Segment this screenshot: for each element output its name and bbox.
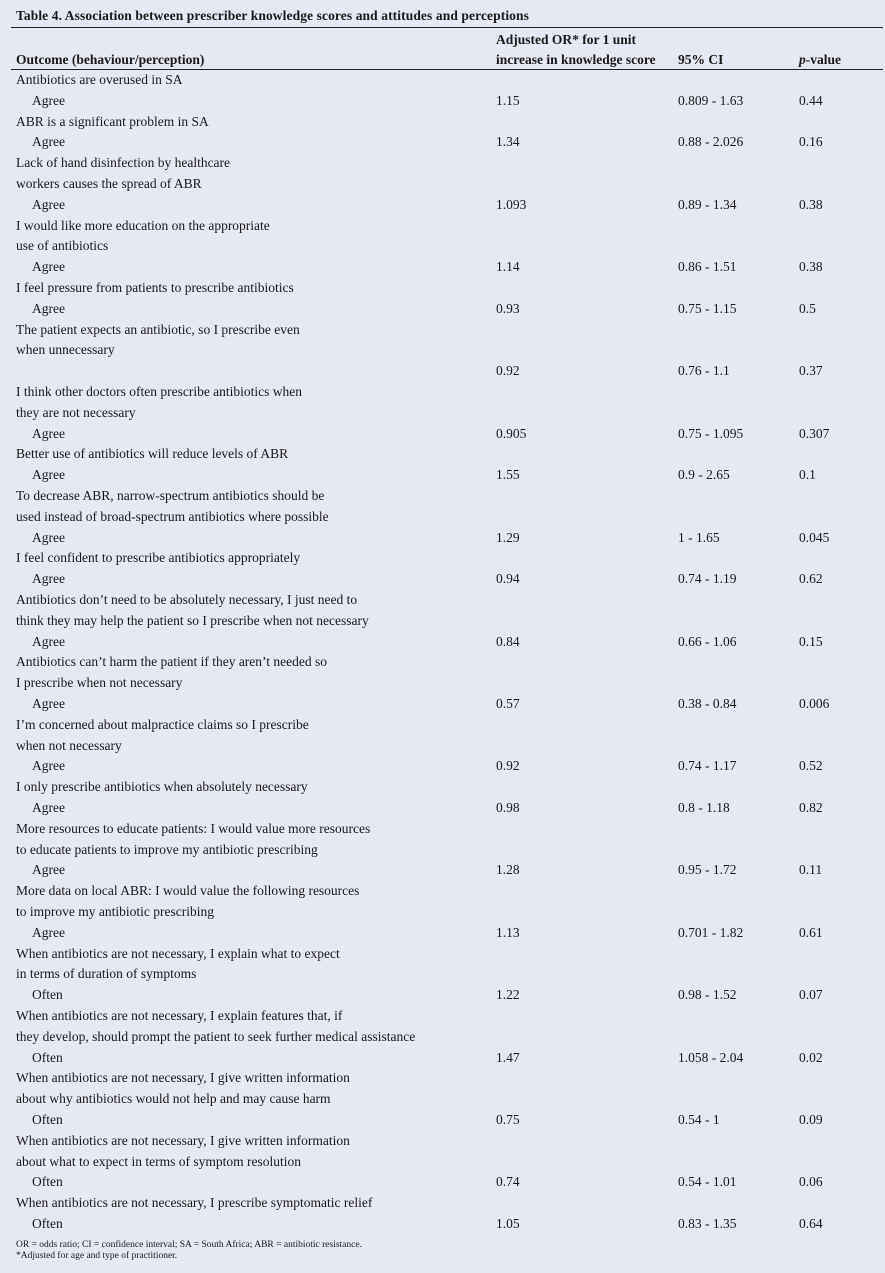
response-label: Agree	[32, 862, 65, 878]
question-text: they are not necessary	[16, 404, 136, 420]
p-value-cell: 0.1	[799, 467, 816, 483]
question-line	[0, 1068, 885, 1088]
ci-cell: 0.83 - 1.35	[678, 1216, 737, 1231]
question-text: When antibiotics are not necessary, I give written information	[16, 1070, 350, 1086]
question-text: workers causes the spread of ABR	[16, 176, 202, 191]
odds-ratio-cell: 1.55	[496, 467, 520, 483]
question-line	[0, 840, 885, 860]
question-line	[0, 1027, 885, 1047]
question-line	[0, 1006, 885, 1026]
table-row	[0, 257, 885, 277]
response-label: Agree	[32, 467, 65, 483]
p-value-cell: 0.44	[799, 92, 823, 108]
table-title: Table 4. Association between prescriber knowledge scores and attitudes and perceptions	[16, 8, 529, 23]
odds-ratio-cell: 0.84	[496, 633, 520, 649]
ci-cell: 0.98 - 1.52	[678, 987, 737, 1003]
response-label: Agree	[32, 425, 65, 441]
top-rule	[11, 27, 883, 28]
question-text: about why antibiotics would not help and may cause harm	[16, 1091, 331, 1107]
header-adjusted-or	[496, 30, 656, 70]
odds-ratio-cell: 1.47	[496, 1049, 520, 1065]
header-or-line1: Adjusted OR* for 1 unit	[496, 32, 637, 47]
question-text: I only prescribe antibiotics when absolutely necessary	[16, 779, 308, 795]
question-text: I feel confident to prescribe antibiotics appropriately	[16, 550, 301, 566]
response-label: Agree	[32, 196, 65, 212]
p-value-cell: 0.5	[799, 300, 816, 316]
ci-cell: 0.701 - 1.82	[678, 924, 744, 940]
p-value-cell: 0.64	[799, 1216, 823, 1231]
table-row	[0, 361, 885, 381]
table-row	[0, 1172, 885, 1192]
ci-cell: 0.66 - 1.06	[678, 633, 737, 649]
question-text: When antibiotics are not necessary, I give written information	[16, 1132, 350, 1148]
response-label: Agree	[32, 134, 65, 150]
p-value-cell: 0.307	[799, 425, 830, 441]
question-line	[0, 673, 885, 693]
response-label: Agree	[32, 696, 65, 711]
question-line	[0, 1089, 885, 1109]
table-row	[0, 424, 885, 444]
odds-ratio-cell: 1.15	[496, 92, 520, 108]
question-text: I think other doctors often prescribe antibiotics when	[16, 384, 303, 399]
odds-ratio-cell: 0.94	[496, 571, 520, 587]
footnote-adjustment: *Adjusted for age and type of practitioner.	[16, 1251, 178, 1261]
odds-ratio-cell: 0.92	[496, 363, 520, 379]
question-line	[0, 278, 885, 298]
question-text: ABR is a significant problem in SA	[16, 113, 209, 129]
odds-ratio-cell: 1.29	[496, 529, 520, 545]
header-p-value	[799, 50, 841, 70]
response-label: Agree	[32, 300, 65, 316]
odds-ratio-cell: 0.75	[496, 1112, 520, 1127]
question-line	[0, 715, 885, 735]
response-label: Agree	[32, 758, 65, 774]
table-row	[0, 91, 885, 111]
response-label: Often	[32, 987, 63, 1003]
p-value-cell: 0.06	[799, 1174, 823, 1190]
question-text: I’m concerned about malpractice claims so I prescribe	[16, 716, 309, 732]
ci-cell: 0.9 - 2.65	[678, 467, 730, 483]
odds-ratio-cell: 0.905	[496, 425, 527, 441]
question-line	[0, 777, 885, 797]
question-text: when not necessary	[16, 737, 122, 753]
response-label: Agree	[32, 924, 65, 940]
response-label: Agree	[32, 571, 65, 587]
p-value-cell: 0.62	[799, 571, 823, 587]
question-text: Better use of antibiotics will reduce levels of ABR	[16, 446, 289, 462]
p-value-cell: 0.82	[799, 800, 823, 815]
footnote-abbreviations: OR = odds ratio; CI = confidence interval; SA = South Africa; ABR = antibiotic resistance.	[16, 1240, 362, 1250]
question-text: about what to expect in terms of symptom resolution	[16, 1153, 301, 1169]
response-label: Often	[32, 1112, 63, 1127]
question-line	[0, 216, 885, 236]
p-value-cell: 0.15	[799, 633, 823, 649]
p-value-cell: 0.61	[799, 924, 823, 940]
header-ci: 95% CI	[678, 52, 724, 67]
question-text: think they may help the patient so I prescribe when not necessary	[16, 612, 369, 628]
ci-cell: 0.809 - 1.63	[678, 92, 744, 108]
p-value-cell: 0.52	[799, 758, 823, 774]
p-value-cell: 0.38	[799, 259, 823, 275]
header-p-rest: -value	[805, 52, 841, 67]
odds-ratio-cell: 1.05	[496, 1216, 520, 1231]
question-line	[0, 590, 885, 610]
table-row	[0, 632, 885, 652]
ci-cell: 1 - 1.65	[678, 529, 720, 545]
table-row	[0, 465, 885, 485]
table-row	[0, 694, 885, 714]
ci-cell: 0.8 - 1.18	[678, 800, 730, 815]
question-text: in terms of duration of symptoms	[16, 966, 197, 982]
question-line	[0, 652, 885, 672]
question-text: To decrease ABR, narrow-spectrum antibiotics should be	[16, 488, 325, 503]
table-row	[0, 569, 885, 589]
question-line	[0, 340, 885, 360]
response-label: Often	[32, 1049, 63, 1065]
table-row	[0, 1214, 885, 1234]
odds-ratio-cell: 1.13	[496, 924, 520, 940]
question-line	[0, 444, 885, 464]
odds-ratio-cell: 0.74	[496, 1174, 520, 1190]
table-row	[0, 756, 885, 776]
table-row	[0, 798, 885, 818]
p-value-cell: 0.16	[799, 134, 823, 150]
question-text: Antibiotics are overused in SA	[16, 72, 183, 87]
question-line	[0, 1193, 885, 1213]
odds-ratio-cell: 1.22	[496, 987, 520, 1003]
question-text: I feel pressure from patients to prescribe antibiotics	[16, 280, 294, 295]
ci-cell: 0.95 - 1.72	[678, 862, 737, 878]
question-text: I would like more education on the appropriate	[16, 217, 270, 233]
response-label: Often	[32, 1216, 63, 1231]
odds-ratio-cell: 1.34	[496, 134, 520, 150]
question-text: The patient expects an antibiotic, so I prescribe even	[16, 321, 300, 337]
question-line	[0, 611, 885, 631]
ci-cell: 0.38 - 0.84	[678, 696, 737, 711]
ci-cell: 0.86 - 1.51	[678, 259, 737, 275]
question-text: When antibiotics are not necessary, I prescribe symptomatic relief	[16, 1195, 373, 1211]
question-text: When antibiotics are not necessary, I explain features that, if	[16, 1008, 343, 1023]
ci-cell: 0.74 - 1.17	[678, 758, 737, 774]
question-text: More data on local ABR: I would value the following resources	[16, 883, 360, 899]
question-text: to improve my antibiotic prescribing	[16, 904, 214, 919]
table-row	[0, 299, 885, 319]
question-line	[0, 507, 885, 527]
question-line	[0, 902, 885, 922]
question-text: use of antibiotics	[16, 238, 109, 254]
table-row	[0, 132, 885, 152]
header-p-italic: p	[799, 52, 806, 67]
question-line	[0, 382, 885, 402]
response-label: Agree	[32, 800, 65, 815]
question-line	[0, 486, 885, 506]
question-text: when unnecessary	[16, 342, 115, 358]
ci-cell: 0.54 - 1.01	[678, 1174, 737, 1190]
odds-ratio-cell: 0.98	[496, 800, 520, 815]
header-outcome: Outcome (behaviour/perception)	[16, 52, 205, 67]
ci-cell: 0.54 - 1	[678, 1112, 720, 1127]
question-line	[0, 881, 885, 901]
table-row	[0, 528, 885, 548]
table-row	[0, 923, 885, 943]
p-value-cell: 0.07	[799, 987, 823, 1003]
table-row	[0, 985, 885, 1005]
question-line	[0, 548, 885, 568]
question-line	[0, 70, 885, 90]
odds-ratio-cell: 1.14	[496, 259, 520, 275]
question-text: to educate patients to improve my antibiotic prescribing	[16, 841, 318, 857]
question-text: Lack of hand disinfection by healthcare	[16, 155, 231, 171]
question-line	[0, 403, 885, 423]
table-row	[0, 195, 885, 215]
odds-ratio-cell: 1.093	[496, 196, 527, 212]
response-label: Often	[32, 1174, 63, 1190]
ci-cell: 0.75 - 1.15	[678, 300, 737, 316]
question-text: Antibiotics can’t harm the patient if they aren’t needed so	[16, 654, 328, 670]
p-value-cell: 0.38	[799, 196, 823, 212]
question-line	[0, 320, 885, 340]
table-row	[0, 860, 885, 880]
p-value-cell: 0.11	[799, 862, 823, 878]
question-line	[0, 112, 885, 132]
question-line	[0, 236, 885, 256]
question-line	[0, 819, 885, 839]
p-value-cell: 0.37	[799, 363, 823, 379]
ci-cell: 0.88 - 2.026	[678, 134, 744, 150]
question-text: When antibiotics are not necessary, I explain what to expect	[16, 945, 340, 961]
table-row	[0, 1048, 885, 1068]
ci-cell: 0.89 - 1.34	[678, 196, 737, 212]
question-text: they develop, should prompt the patient to seek further medical assistance	[16, 1028, 416, 1044]
question-line	[0, 1152, 885, 1172]
question-line	[0, 964, 885, 984]
p-value-cell: 0.006	[799, 696, 830, 711]
ci-cell: 0.76 - 1.1	[678, 363, 730, 379]
question-line	[0, 944, 885, 964]
ci-cell: 0.75 - 1.095	[678, 425, 744, 441]
header-or-line2: increase in knowledge score	[496, 52, 656, 67]
odds-ratio-cell: 0.57	[496, 696, 520, 711]
question-line	[0, 1131, 885, 1151]
question-line	[0, 174, 885, 194]
p-value-cell: 0.02	[799, 1049, 823, 1065]
response-label: Agree	[32, 92, 65, 108]
question-text: Antibiotics don’t need to be absolutely necessary, I just need to	[16, 592, 358, 607]
odds-ratio-cell: 0.93	[496, 300, 520, 316]
odds-ratio-cell: 0.92	[496, 758, 520, 774]
question-line	[0, 153, 885, 173]
table-row	[0, 1110, 885, 1130]
response-label: Agree	[32, 529, 65, 545]
p-value-cell: 0.045	[799, 529, 830, 545]
question-text: used instead of broad-spectrum antibiotics where possible	[16, 508, 329, 524]
response-label: Agree	[32, 259, 65, 275]
ci-cell: 0.74 - 1.19	[678, 571, 737, 587]
odds-ratio-cell: 1.28	[496, 862, 520, 878]
question-line	[0, 736, 885, 756]
question-text: More resources to educate patients: I would value more resources	[16, 820, 371, 836]
question-text: I prescribe when not necessary	[16, 675, 183, 691]
response-label: Agree	[32, 633, 65, 649]
p-value-cell: 0.09	[799, 1112, 823, 1127]
ci-cell: 1.058 - 2.04	[678, 1049, 744, 1065]
